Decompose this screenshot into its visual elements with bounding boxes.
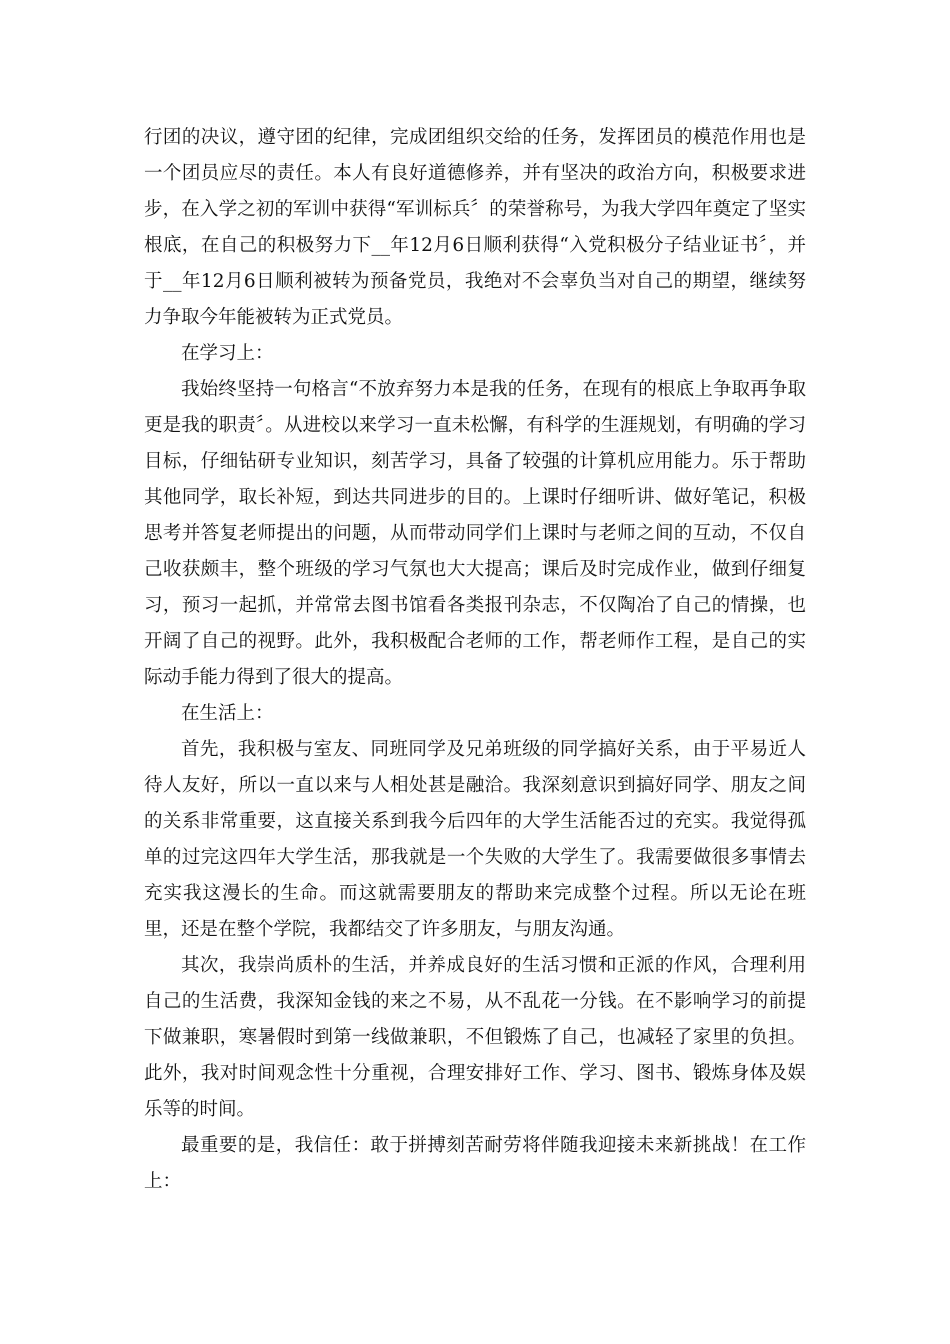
heading-study: 在学习上： — [181, 343, 274, 364]
document-body — [144, 120, 806, 1200]
paragraph-study: 我始终坚持一句格言“不放弃努力本是我的任务，在现有的根底上争取再争取更是我的职责〞。从进校以来学习一直未松懈，有科学的生涯规划，有明确的学习目标，仔细钻研专业知识，刻苦学习，具备了较强的计算机应用能力。乐于帮助其他同学，取长补短，到达共同进步的目的。上课时仔细听讲、做好笔记，积极思考并答复老师提出的问题，从而带动同学们上课时与老师之间的互动，不仅自己收获颇丰，整个班级的学习气氛也大大提高；课后及时完成作业，做到仔细复习，预习一起抓，并常常去图书馆看各类报刊杂志，不仅陶冶了自己的情操，也开阔了自己的视野。此外，我积极配合老师的工作，帮老师作工程，是自己的实际动手能力得到了很大的提高。 — [144, 379, 806, 688]
paragraph-lifestyle: 其次，我崇尚质朴的生活，并养成良好的生活习惯和正派的作风，合理利用自己的生活费，我深知金钱的来之不易，从不乱花一分钱。在不影响学习的前提下做兼职，寒暑假时到第一线做兼职，不但锻炼了自己，也减轻了家里的负担。此外，我对时间观念性十分重视，合理安排好工作、学习、图书、锻炼身体及娱乐等的时间。 — [144, 955, 806, 1120]
paragraph-conclusion: 最重要的是，我信任：敢于拼搏刻苦耐劳将伴随我迎接未来新挑战！在工作上： — [144, 1135, 806, 1192]
paragraph-relationships: 首先，我积极与室友、同班同学及兄弟班级的同学搞好关系，由于平易近人待人友好，所以一直以来与人相处甚是融洽。我深刻意识到搞好同学、朋友之间的关系非常重要，这直接关系到我今后四年的大学生活能否过的充实。我觉得孤单的过完这四年大学生活，那我就是一个失败的大学生了。我需要做很多事情去充实我这漫长的生命。而这就需要朋友的帮助来完成整个过程。所以无论在班里，还是在整个学院，我都结交了许多朋友，与朋友沟通。 — [144, 739, 806, 940]
paragraph-party-membership: 行团的决议，遵守团的纪律，完成团组织交给的任务，发挥团员的模范作用也是一个团员应尽的责任。本人有良好道德修养，并有坚决的政治方向，积极要求进步，在入学之初的军训中获得“军训标兵〞的荣誉称号，为我大学四年奠定了坚实根底，在自己的积极努力下__年12月6日顺利获得“入党积极分子结业证书〞，并于__年12月6日顺利被转为预备党员，我绝对不会辜负当对自己的期望，继续努力争取今年能被转为正式党员。 — [144, 127, 806, 328]
heading-life: 在生活上： — [181, 703, 274, 724]
